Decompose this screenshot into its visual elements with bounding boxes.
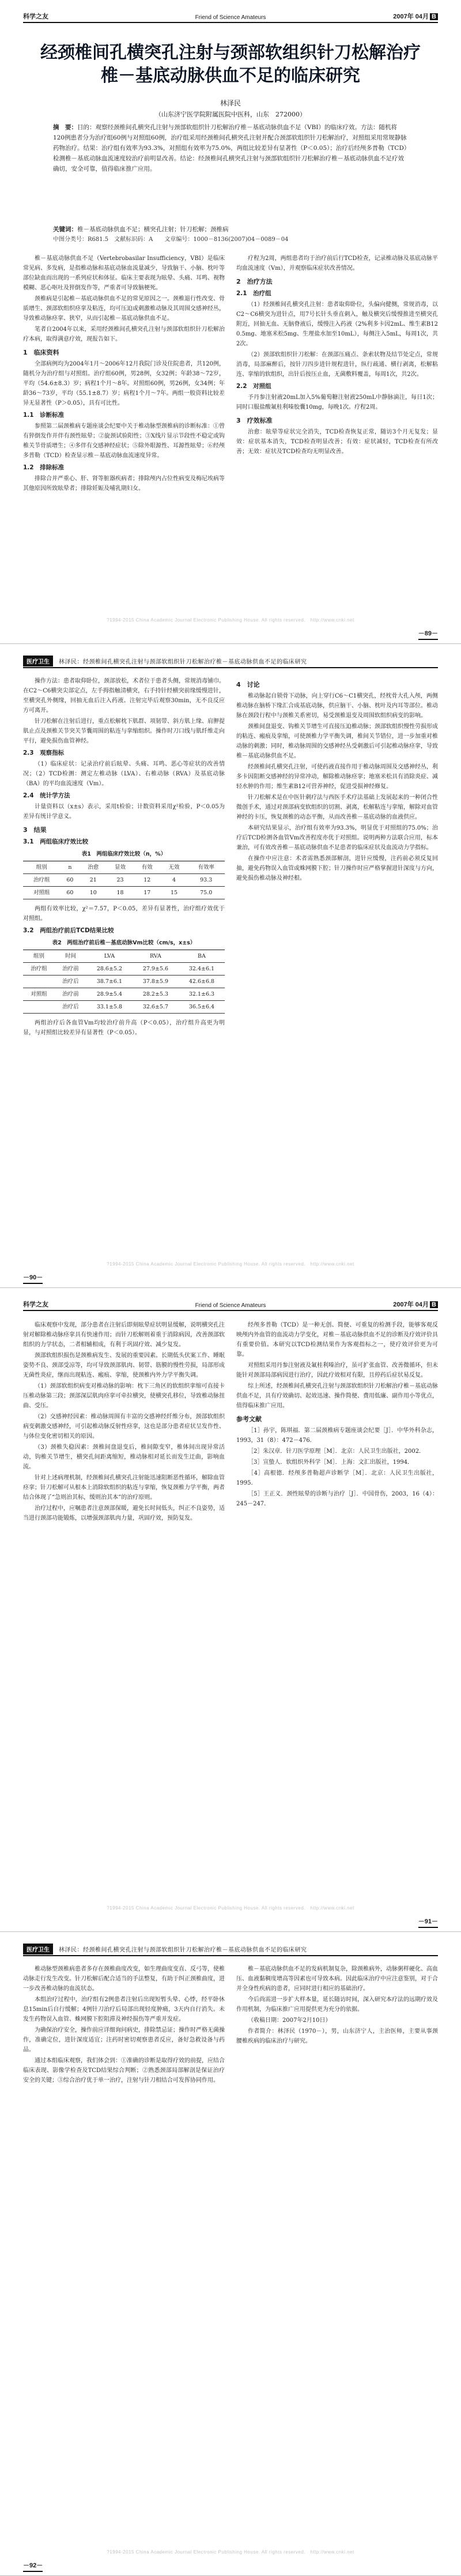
table-cell: 治疗前 — [55, 963, 86, 976]
section-tag: 医疗卫生 — [23, 1944, 53, 1954]
paragraph: 综上所述，经颈椎间孔横突孔注射与颈部软组织针刀松解治疗椎－基底动脉供血不足，具有疗效确切、起效迅速、操作简便、费用低廉、副作用小等优点，值得临床推广应用。 — [236, 1383, 438, 1409]
section-heading: 3 疗效标准 — [236, 417, 273, 424]
table-row — [23, 1001, 225, 1014]
paragraph: 椎－基底动脉供血不足（Vertebrobasilar Insufficiency，VBI）是临床常见病、多发病，是指椎动脉和基底动脉血流量减少，导致脑干、小脑、枕叶等部位缺血而出现的一系列症状和体征。临床主要表现为眩晕、头痛、耳鸣、视物模糊、恶心呕吐及猝倒发作等，严重者可导致脑梗死。 — [23, 255, 225, 291]
table-cell: 38.7±6.1 — [86, 976, 133, 988]
table-header-cell: n — [61, 861, 80, 874]
paragraph: ［3］宣蛰人．软组织外科学［M］．上海：文汇出版社，1994． — [248, 1459, 414, 1466]
journal-page-89 — [0, 0, 461, 644]
table-header-cell: 无效 — [161, 861, 188, 874]
table-cell: 12 — [134, 874, 161, 887]
paragraph: 针对上述病理机制，经颈椎间孔横突孔注射能迅速阻断恶性循环，解除血管痉挛；针刀松解可从根本上消除软组织的粘连与挛缩，恢复颈椎力学平衡，两者结合体现了“急则治其标，缓则治其本”的治疗原则。 — [23, 1475, 225, 1501]
table-cell: 28.6±5.2 — [86, 963, 133, 976]
table-row — [23, 887, 225, 899]
page-number: －91－ — [418, 1916, 438, 1928]
body-column-left — [23, 676, 225, 1253]
page-number: －92－ — [23, 2560, 43, 2572]
page-header — [23, 1301, 438, 1311]
table-cell: 治疗后 — [55, 976, 86, 988]
table-cell: 32.6±5.7 — [133, 1001, 179, 1014]
paragraph: 颈椎间盘退变、钩椎关节增生可直接压迫椎动脉；颈部软组织慢性劳损形成的粘连、瘢痕及挛缩，可使颈椎力学平衡失调，椎间关节错位，进一步加重对椎动脉的刺激；同时，椎动脉周围的交感神经丛受刺激后可引起椎动脉痉挛，导致椎－基底动脉供血不足。 — [236, 724, 438, 759]
section-heading: 2.4 统计学方法 — [23, 792, 70, 799]
table-cell: 60 — [61, 874, 80, 887]
paragraph: 治愈：眩晕等症状完全消失，TCD检查恢复正常，随访3个月无复发；显效：症状基本消失，TCD检查明显改善；有效：症状减轻，TCD检查有所改善；无效：症状及TCD检查均无明显改善。 — [236, 429, 438, 455]
author-name: 林泽民 — [220, 99, 241, 107]
table-cell: 75.0 — [187, 887, 225, 899]
paragraph: 通过本组临床观察，我们体会到：①准确的诊断是取得疗效的前提，应结合临床表现、影像学检查及TCD结果综合判断；②熟悉颈部局部解剖是保证治疗安全的关键；③综合治疗优于单一治疗，注射与针刀相结合可发挥协同作用。 — [23, 2058, 225, 2084]
running-head — [23, 1942, 438, 1956]
paragraph: ［2］朱汉章．针刀医学原理［M］．北京：人民卫生出版社，2002． — [248, 1448, 425, 1455]
paragraph: 作者简介：林泽民（1970－），男，山东济宁人，主治医师，主要从事颈腰椎疾病的临床治疗与研究。 — [236, 2028, 438, 2044]
paragraph: 笔者自2004年以来，采用经颈椎间孔横突孔注射与颈部软组织针刀松解治疗本病，取得满意疗效，现报告如下。 — [23, 326, 225, 342]
running-title: 林泽民：经颈椎间孔横突孔注射与颈部软组织针刀松解治疗椎－基底动脉供血不足的临床研究 — [59, 658, 307, 665]
paragraph: 两组治疗后各血管Vm均较治疗前升高（P＜0.05），治疗组升高更为明显，与对照组比较差异有显著性（P＜0.05）。 — [23, 1020, 225, 1036]
section-heading: 2.2 对照组 — [236, 383, 271, 390]
paragraph: 椎－基底动脉供血不足的发病机制复杂，除颈椎病外，动脉粥样硬化、高血压、血液黏稠度增高等因素也可导致本病。因此临床治疗中应注意鉴别，对于合并全身性疾病的患者，应同时进行相应的基础治疗。 — [236, 1966, 438, 1992]
body-column-right — [236, 676, 438, 1253]
copyright-watermark: ?1994-2015 China Academic Journal Electronic Publishing House. All rights reserved. http://www.cnki.net — [107, 617, 354, 623]
paragraph: 计量资料以（x±s）表示，采用t检验；计数资料采用χ²检验，P＜0.05为差异有统计学意义。 — [23, 804, 225, 820]
paragraph: 椎动脉起自锁骨下动脉，向上穿行C6～C1横突孔，经枕骨大孔入颅，两侧椎动脉在脑桥下缘汇合成基底动脉，供应脑干、小脑、枕叶及内耳等部位。椎动脉在颈段行程中与颈椎关系密切，易受颈椎退变及周围软组织病变的影响。 — [236, 693, 438, 719]
body-column-right — [236, 1320, 438, 1897]
left-text-mid — [23, 904, 225, 936]
table-row — [23, 963, 225, 976]
keywords — [53, 225, 408, 234]
paragraph: （2）颈部软组织针刀松解：在颈部压痛点、条索状物及结节处定点，常规消毒，局部麻醉后，按针刀四步进针规程进针，纵行疏通、横行剥离，松解粘连、挛缩的软组织，出针后按压止血，无菌敷料覆盖，每周1次，共2次。 — [236, 352, 438, 378]
section-heading: 3.2 两组治疗前后TCD结果比较 — [23, 927, 114, 934]
table-1 — [23, 861, 225, 899]
paragraph: 予丹参注射液20mL加入5%葡萄糖注射液250mL中静脉滴注，每日1次；同时口服盐酸氟桂利嗪胶囊10mg，每晚1次。疗程2周。 — [236, 394, 438, 410]
table-header-cell: 组别 — [23, 861, 61, 874]
table-header-cell: 显效 — [107, 861, 134, 874]
abstract-text: 目的：观察经颈椎间孔横突孔注射与颈部软组织针刀松解治疗椎－基底动脉供血不足（VBI）的临床疗效。方法：随机将120例患者分为治疗组60例与对照组60例，治疗组采用经颈椎间孔横突孔注射并配合颈部软组织针刀松解治疗，对照组采用常规静脉药物治疗。结果：治疗组有效率为93.3%，对照组有效率为75.0%，两组比较差异有显著性（P＜0.05）；治疗后经颅多普勒（TCD）检测椎－基底动脉血流速度较治疗前明显改善。结论：经颈椎间孔横突孔注射与颈部软组织针刀松解治疗椎－基底动脉供血不足疗效确切，安全可靠，值得临床推广应用。 — [53, 124, 407, 172]
issue-date: 2007年 04月 B — [393, 1300, 438, 1309]
paragraph: 对照组采用丹参注射液及氟桂利嗪治疗，虽可扩张血管、改善微循环，但未能针对颈部局部病因进行治疗，因此疗效相对有限，且停药后症状易反复。 — [236, 1362, 438, 1379]
paragraph: 治疗过程中，应嘱患者注意颈部保暖，避免长时间低头，纠正不良姿势，适当进行颈部功能锻炼，以增强颈部肌肉力量，巩固疗效，预防复发。 — [23, 1505, 225, 1522]
page-header — [23, 13, 438, 23]
table-2 — [23, 950, 225, 1014]
keywords-label: 关键词： — [53, 226, 77, 233]
table-cell: 37.8±5.9 — [133, 976, 179, 988]
paragraph: 颈椎病是引起椎－基底动脉供血不足的常见原因之一。颈椎退行性改变、骨质增生、颈部软组织痉挛及粘连，均可压迫或刺激椎动脉及其周围交感神经丛，导致椎动脉痉挛、狭窄，从而引起椎－基底动脉供血不足。 — [23, 296, 225, 322]
body-column-left — [23, 1964, 225, 2541]
table-cell: 36.5±6.4 — [179, 1001, 225, 1014]
paragraph: 经颅多普勒（TCD）是一种无创、简便、可重复的检测手段，能够客观反映颅内外血管的血流动力学变化，对椎－基底动脉供血不足的诊断及疗效评价具有重要价值。本研究以TCD检测结果作为客观指标之一，使疗效评价更为可靠。 — [236, 1322, 438, 1358]
table-cell: 治疗组 — [23, 963, 55, 976]
running-title: 林泽民：经颈椎间孔横突孔注射与颈部软组织针刀松解治疗椎－基底动脉供血不足的临床研究 — [59, 1946, 307, 1953]
section-tag: 医疗卫生 — [23, 656, 53, 666]
copyright-watermark: ?1994-2015 China Academic Journal Electronic Publishing House. All rights reserved. http://www.cnki.net — [107, 2549, 354, 2555]
paragraph: 参照第二届颈椎病专题座谈会纪要中关于椎动脉型颈椎病的诊断标准：①曾有猝倒发作并伴有颈性眩晕；②旋颈试验阳性；③X线片显示节段性不稳定或钩椎关节骨质增生；④多伴有交感神经症状；⑤除外眼源性、耳源性眩晕；⑥经颅多普勒（TCD）检查显示椎－基底动脉血流速度异常。 — [23, 423, 225, 459]
table-header-cell: 时间 — [55, 950, 86, 963]
table-cell: 对照组 — [23, 988, 55, 1001]
left-text-top — [23, 676, 225, 847]
journal-page-92 — [0, 1932, 461, 2576]
paragraph: 疗程为2周，两组患者均于治疗前后行TCD检查，记录椎动脉及基底动脉平均血流速度（Vm），并观察临床症状改善情况。 — [236, 255, 438, 272]
table-cell: 60 — [61, 887, 80, 899]
table-header-cell: 组别 — [23, 950, 55, 963]
left-text-bottom — [23, 1018, 225, 1038]
table-cell — [23, 1001, 55, 1014]
section-heading: 3.1 两组临床疗效比较 — [23, 838, 89, 845]
table-cell: 23 — [107, 874, 134, 887]
paragraph: （1）颈部软组织病变对椎动脉的影响：枕下三角区的软组织挛缩可直接卡压椎动脉第三段；颈部深层肌肉痉挛可牵拉横突，使横突孔移位，导致椎动脉扭曲、受压。 — [23, 1383, 225, 1409]
paragraph: 针刀松解术是在中医针刺疗法与西医手术疗法基础上发展起来的一种闭合性微创手术，通过对颈部病变软组织的切割、剥离，松解粘连与挛缩，解除对血管神经的卡压，恢复颈椎的动态平衡，从而改善椎－基底动脉的血液供应。 — [236, 794, 438, 820]
table-cell: 治疗后 — [55, 1001, 86, 1014]
paragraph: 两组有效率比较，χ²＝7.57，P＜0.05，差异有显著性，治疗组疗效优于对照组。 — [23, 906, 225, 922]
table-cell: 27.9±5.6 — [133, 963, 179, 976]
section-heading: 4 讨论 — [236, 681, 260, 688]
table-cell: 21 — [80, 874, 107, 887]
paragraph: （3）颈椎失稳因素：颈椎间盘退变后，椎间隙变窄，椎体间出现异常活动，钩椎关节增生，横突孔间距离缩短，椎动脉相对延长而发生迂曲，影响血流。 — [23, 1444, 225, 1470]
table-row — [23, 976, 225, 988]
journal-english-name: Friend of Science Amateurs — [195, 14, 266, 21]
page-number: －89－ — [418, 628, 438, 640]
copyright-watermark: ?1994-2015 China Academic Journal Electronic Publishing House. All rights reserved. http://www.cnki.net — [107, 1905, 354, 1911]
paragraph: ［1］孙宇，陈琪福．第二届颈椎病专题座谈会纪要［J］．中华外科杂志，1993，31（8）：472－476． — [236, 1428, 438, 1444]
author-affiliation: （山东济宁医学院附属医院中医科，山东 272000） — [155, 111, 306, 118]
issue-date: 2007年 04月 B — [393, 12, 438, 21]
body-column-left — [23, 1320, 225, 1897]
table-cell: 33.1±5.8 — [86, 1001, 133, 1014]
journal-name: 科学之友 — [23, 13, 48, 20]
paragraph: 为确保治疗安全，操作前应详细询问病史，排除禁忌证；操作时严格无菌操作，准确定位，进针深度适宜；注药时密切观察患者反应，备好急救设备与药品。 — [23, 2027, 225, 2053]
section-heading: 1.2 排除标准 — [23, 464, 65, 471]
journal-english-name: Friend of Science Amateurs — [195, 1302, 266, 1309]
table-cell: 4 — [161, 874, 188, 887]
paragraph: 本组治疗过程中，治疗组有2例患者注射后出现短暂头晕、心悸，经平卧休息15min后自行缓解；4例针刀治疗后局部出现轻度肿痛，3天内自行消失。未发生药物误入血管、蛛网膜下腔阻滞及神经损伤等严重并发症。 — [23, 1997, 225, 2023]
paragraph: 本研究结果显示，治疗组有效率为93.3%，明显优于对照组的75.0%；治疗后TCD检测各血管Vm改善程度亦优于对照组。说明两种方法联合应用，标本兼治，可有效改善椎－基底动脉供血不足患者的临床症状及血流动力学指标。 — [236, 825, 438, 851]
body-column-right — [236, 1964, 438, 2541]
paragraph: 针刀松解在注射后进行，重点松解枕下肌群、项韧带、斜方肌上缘、肩胛提肌止点及颈椎关节突关节囊周围的粘连与挛缩组织。操作时刀口线与肌纤维走向平行，避免损伤血管神经。 — [23, 718, 225, 744]
paragraph: 颈部软组织损伤是颈椎病发生、发展的重要因素。长期低头伏案工作、睡眠姿势不良、颈部受凉等，均可导致颈部肌肉、韧带、筋膜的慢性劳损，局部形成无菌性炎症，继而出现粘连、瘢痕、挛缩，使颈椎内外力学平衡失调。 — [23, 1353, 225, 1379]
article-title: 经颈椎间孔横突孔注射与颈部软组织针刀松解治疗椎－基底动脉供血不足的临床研究 — [40, 43, 421, 86]
paragraph: ［4］高根德．经颅多普勒超声诊断学［M］．北京：人民卫生出版社，1995． — [236, 1470, 438, 1486]
page-number: －90－ — [23, 1272, 43, 1284]
table-1-caption: 表1 两组临床疗效比较（n，%） — [81, 851, 167, 857]
table-2-caption: 表2 两组治疗前后椎－基底动脉Vm比较（cm/s，x±s） — [52, 940, 196, 946]
keywords-text: 椎－基底动脉供血不足；横突孔注射；针刀松解；颈椎病 — [77, 226, 229, 233]
body-column-left — [23, 254, 225, 617]
table-cell: 15 — [161, 887, 188, 899]
section-heading: 1.1 诊断标准 — [23, 412, 65, 419]
table-row — [23, 988, 225, 1001]
abstract-label: 摘 要： — [53, 124, 77, 131]
section-heading: 参考文献 — [236, 1415, 262, 1423]
section-heading: 1 临床资料 — [23, 349, 59, 356]
section-heading: 2.1 治疗组 — [236, 290, 271, 297]
section-heading: 2 治疗方法 — [236, 278, 273, 285]
paragraph: （1）经颈椎间孔横突孔注射：患者取仰卧位，头偏向健侧，常规消毒，以C2～C6横突为进针点，用7号长针头垂直刺入，触及横突后缓慢推进至横突孔附近，回抽无血、无脑脊液后，缓慢注入药液（2%利多卡因2mL、维生素B12 0.5mg、地塞米松5mg、生理盐水加至10mL），每侧注入5mL，每周1次，共2次。 — [236, 302, 438, 347]
table-cell — [23, 976, 55, 988]
classification-info: 中图分类号：R681.5 文献标识码：A 文章编号：1000－8136(2007)04－0089－04 — [53, 236, 289, 243]
table-cell: 93.3 — [187, 874, 225, 887]
section-heading: 2.3 观察指标 — [23, 750, 65, 756]
issue-box: B — [430, 13, 438, 20]
table-cell: 28.2±5.3 — [133, 988, 179, 1001]
table-cell: 对照组 — [23, 887, 61, 899]
table-cell: 治疗组 — [23, 874, 61, 887]
paragraph: 排除合并严重心、肝、肾等脏器疾病者；排除颅内占位性病变及梅尼埃病等其他原因所致眩晕者；排除妊娠及哺乳期妇女。 — [23, 476, 225, 492]
paragraph: 在操作中应注意：术者需熟悉颈部解剖，进针应缓慢，注药前必须反复回抽，避免药物误入血管或蛛网膜下腔；针刀操作时应严格掌握进针深度与方向，避免损伤椎动脉及神经根。 — [236, 856, 438, 882]
paragraph: 临床观察中发现，部分患者在注射后即刻眩晕症状明显缓解，说明横突孔注射对解除椎动脉痉挛具有快速作用；而针刀松解则着重于消除病因，改善颈部软组织的力学状态，二者相辅相成，有利于巩固疗效、减少复发。 — [23, 1322, 225, 1348]
table-cell: 18 — [107, 887, 134, 899]
journal-name: 科学之友 — [23, 1301, 48, 1308]
paragraph: （2）交感神经因素：椎动脉周围有丰富的交感神经纤维分布，颈部软组织病变刺激交感神经，可引起椎动脉反射性痉挛，这也是部分患者症状呈发作性、与体位变化密切相关的原因。 — [23, 1414, 225, 1440]
table-cell: 28.9±5.4 — [86, 988, 133, 1001]
paragraph: 操作方法：患者取仰卧位，颈部放松，术者位于患者头侧，常规消毒铺巾。在C2～C6横突尖部定点，左手拇指触清横突，右手持针经横突前缘缓慢进针，至横突孔外侧缘，回抽无血后注入药液。注射完毕后观察30min，无不良反应方可离开。 — [23, 678, 225, 714]
table-header-row — [23, 950, 225, 963]
table-row — [23, 874, 225, 887]
paragraph: （1）临床症状：记录治疗前后眩晕、头痛、耳鸣、恶心等症状的改善情况；（2）TCD检测：测定左椎动脉（LVA）、右椎动脉（RVA）及基底动脉（BA）的平均血流速度（Vm）。 — [23, 761, 225, 787]
paragraph: 椎动脉型颈椎病患者多存在颈椎曲度改变，如生理曲度变直、反弓等，使椎动脉走行发生改变。针刀松解后配合适当的手法整复，有助于纠正颈椎曲度，进一步改善椎动脉的血流状态。 — [23, 1966, 225, 1992]
paragraph: 经颈椎间孔横突孔注射，可使药液直接作用于椎动脉周围及交感神经丛，利多卡因阻断交感神经的异常冲动，解除椎动脉痉挛；地塞米松具有消除炎症、减轻水肿的作用；维生素B12可营养神经，促进受损神经修复。 — [236, 764, 438, 790]
table-header-cell: 有效 — [134, 861, 161, 874]
paragraph: （收稿日期：2007年2月10日） — [248, 2017, 331, 2024]
issue-box: B — [430, 1301, 438, 1308]
table-cell: 17 — [134, 887, 161, 899]
paragraph: 今后尚需进一步扩大样本量，延长随访时间，深入研究本疗法的远期疗效及作用机制，为临床推广应用提供更为充分的依据。 — [236, 1997, 438, 2013]
paragraph: 全部病例均为2004年1月～2006年12月我院门诊及住院患者，共120例，随机分为治疗组与对照组。治疗组60例，男28例，女32例；年龄38～72岁，平均（54.6±8.3）岁；病程1个月～8年。对照组60例，男26例，女34例；年龄36～73岁，平均（55.1±8.7）岁；病程1个月～7年。两组一般资料比较差异无显著性（P＞0.05），具有可比性。 — [23, 361, 225, 406]
table-cell: 32.1±6.3 — [179, 988, 225, 1001]
paragraph: ［5］王正义．颈性眩晕的诊断与治疗［J］．中国骨伤，2003，16（4）：245－247． — [236, 1491, 438, 1507]
table-header-cell: 有效率 — [187, 861, 225, 874]
journal-page-90 — [0, 644, 461, 1288]
running-head — [23, 654, 438, 668]
table-header-cell: LVA — [86, 950, 133, 963]
table-header-cell: BA — [179, 950, 225, 963]
journal-page-91 — [0, 1288, 461, 1932]
abstract — [53, 122, 408, 174]
copyright-watermark: ?1994-2015 China Academic Journal Electronic Publishing House. All rights reserved. http://www.cnki.net — [107, 1261, 354, 1267]
table-header-row — [23, 861, 225, 874]
table-cell: 10 — [80, 887, 107, 899]
table-header-cell: 治愈 — [80, 861, 107, 874]
body-column-right — [236, 254, 438, 617]
table-cell: 32.4±6.1 — [179, 963, 225, 976]
table-cell: 治疗前 — [55, 988, 86, 1001]
table-header-cell: RVA — [133, 950, 179, 963]
section-heading: 3 结果 — [23, 826, 47, 834]
table-cell: 42.6±6.8 — [179, 976, 225, 988]
